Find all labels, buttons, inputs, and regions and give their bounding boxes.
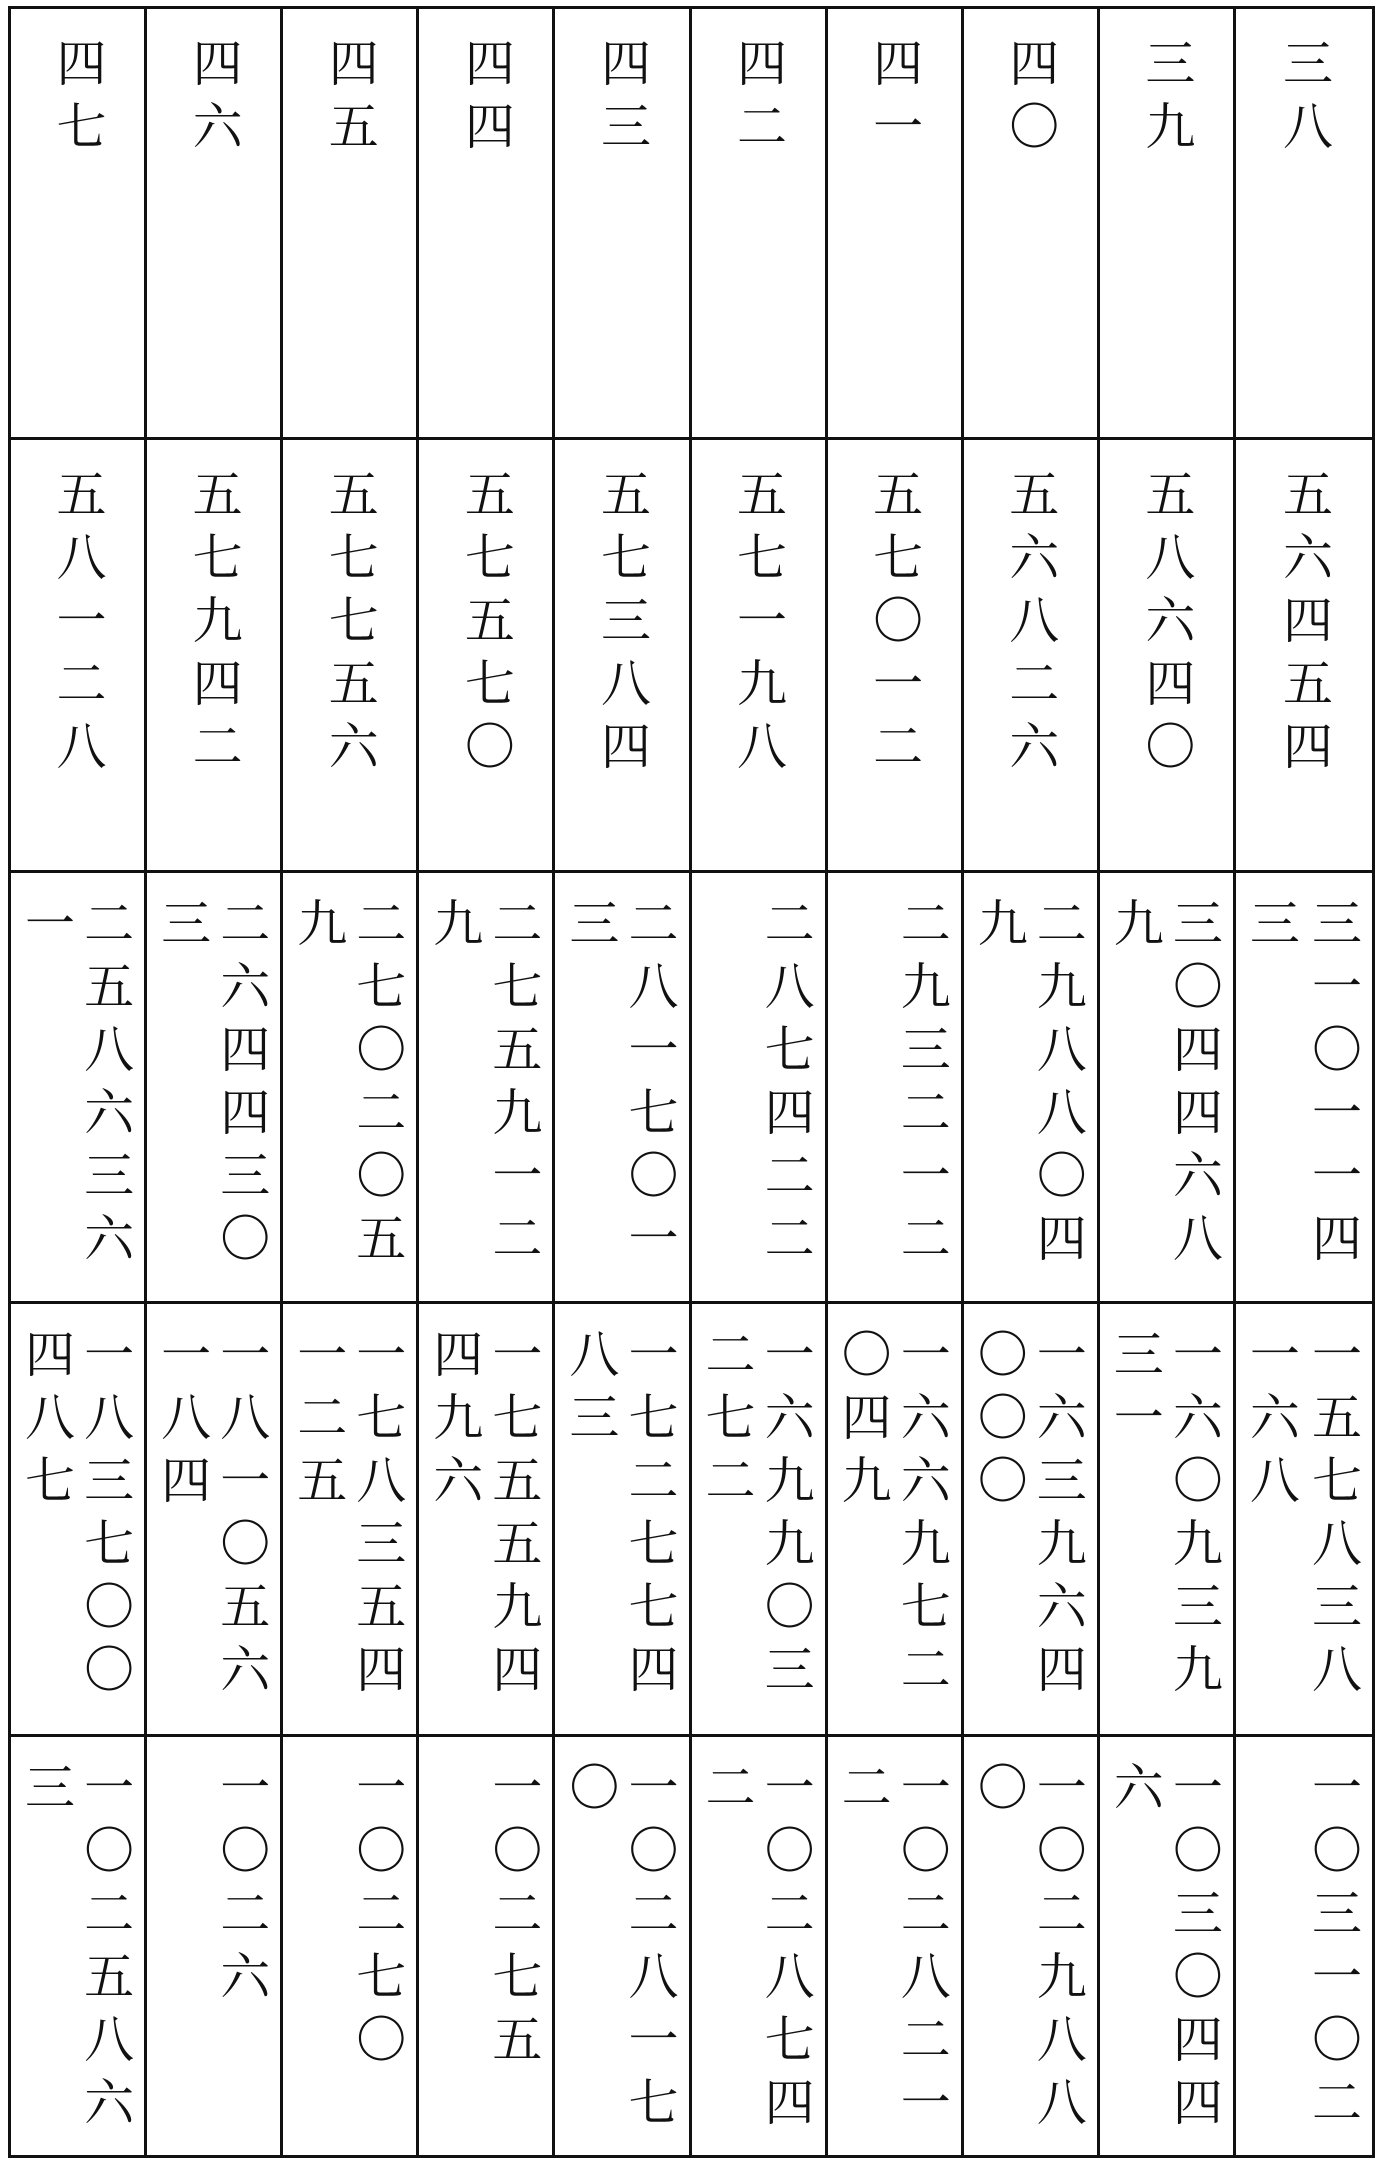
cell-value: 五七五七〇 [456, 468, 515, 783]
cell-value: 五六四五四 [1274, 468, 1333, 783]
table-cell [147, 873, 283, 1304]
cell-annotation: 一六八 [1241, 1328, 1300, 1517]
cell-value: 一〇二八七四 [756, 1761, 815, 2139]
cell-annotation: 〇 [561, 1761, 620, 1824]
cell-value: 五八一二八 [48, 468, 107, 783]
table-cell [692, 873, 828, 1304]
cell-value: 一六〇九三九 [1164, 1328, 1223, 1706]
cell-value: 一〇二七〇 [348, 1761, 407, 2076]
table-cell [11, 1304, 147, 1737]
cell-value: 四四 [456, 37, 515, 163]
table-cell [964, 9, 1100, 440]
table-cell [1236, 1304, 1372, 1737]
cell-value: 一八三七〇〇 [76, 1328, 135, 1706]
table-cell [964, 1304, 1100, 1737]
cell-value: 二九三二一二 [892, 897, 951, 1275]
cell-value: 四一 [865, 37, 924, 163]
table-cell [147, 1304, 283, 1737]
cell-value: 五七九四二 [184, 468, 243, 783]
cell-value: 五七三八四 [592, 468, 651, 783]
cell-value: 一五七八三八 [1304, 1328, 1362, 1706]
table-cell [1100, 1304, 1236, 1737]
cell-value: 四六 [184, 37, 243, 163]
table-cell [147, 9, 283, 440]
cell-value: 一〇二七五 [484, 1761, 543, 2076]
cell-annotation: 四八七 [17, 1328, 75, 1517]
cell-annotation: 八三 [561, 1328, 620, 1454]
cell-value: 一〇二九八八 [1028, 1761, 1087, 2139]
cell-value: 四七 [48, 37, 107, 163]
cell-annotation: 一八四 [153, 1328, 212, 1517]
table-cell [1236, 440, 1372, 873]
cell-value: 四五 [320, 37, 379, 163]
cell-value: 二八一七〇一 [620, 897, 679, 1275]
cell-value: 四二 [729, 37, 788, 163]
table-cell [692, 1737, 828, 2155]
cell-value: 五八六四〇 [1137, 468, 1196, 783]
cell-annotation: 三一 [1105, 1328, 1164, 1454]
cell-value: 五七一九八 [729, 468, 788, 783]
table-cell [147, 440, 283, 873]
table-cell [828, 1304, 964, 1737]
cell-value: 三八 [1274, 37, 1333, 163]
cell-annotation: 三 [561, 897, 620, 960]
cell-value: 一〇三〇四四 [1164, 1761, 1223, 2139]
cell-value: 一七八三五四 [348, 1328, 407, 1706]
cell-value: 四三 [592, 37, 651, 163]
cell-value: 二九八八〇四 [1028, 897, 1087, 1275]
cell-value: 一〇二八二一 [892, 1761, 951, 2139]
table-cell [11, 9, 147, 440]
cell-annotation: 一二五 [289, 1328, 348, 1517]
cell-value: 三九 [1137, 37, 1196, 163]
cell-value: 二五八六三六 [76, 897, 135, 1275]
table-cell [11, 1737, 147, 2155]
table-cell [555, 1737, 691, 2155]
cell-value: 一〇二五八六 [76, 1761, 135, 2139]
table-cell [555, 440, 691, 873]
cell-value: 二六四四三〇 [212, 897, 271, 1275]
table-cell [1236, 1737, 1372, 2155]
cell-value: 一六六九七二 [892, 1328, 951, 1706]
cell-value: 三一〇一一四 [1304, 897, 1362, 1275]
table-cell [555, 1304, 691, 1737]
table-cell [555, 873, 691, 1304]
cell-annotation: 一 [17, 897, 75, 960]
table-cell [1236, 873, 1372, 1304]
table-cell [964, 1737, 1100, 2155]
table-cell [1100, 9, 1236, 440]
cell-value: 一〇二六 [212, 1761, 271, 2013]
cell-value: 三〇四四六八 [1164, 897, 1223, 1275]
cell-value: 二八七四二二 [756, 897, 815, 1275]
table-cell [828, 9, 964, 440]
cell-annotation: 〇〇〇 [969, 1328, 1028, 1517]
table-cell [147, 1737, 283, 2155]
cell-annotation: 九 [425, 897, 484, 960]
table-cell [1100, 1737, 1236, 2155]
cell-annotation: 三 [17, 1761, 75, 1824]
table-cell [283, 1737, 419, 2155]
cell-value: 五七七五六 [320, 468, 379, 783]
cell-annotation: 三 [153, 897, 212, 960]
cell-annotation: 三 [1241, 897, 1300, 960]
cell-annotation: 〇 [969, 1761, 1028, 1824]
cell-annotation: 四九六 [425, 1328, 484, 1517]
cell-value: 一八一〇五六 [212, 1328, 271, 1706]
cell-value: 一〇三一〇二 [1304, 1761, 1362, 2139]
table-cell [964, 873, 1100, 1304]
cell-value: 二七五九一二 [484, 897, 543, 1275]
table-cell [419, 1304, 555, 1737]
table-cell [11, 440, 147, 873]
numeral-table [8, 6, 1375, 2158]
cell-value: 一〇二八一七 [620, 1761, 679, 2139]
cell-annotation: 二 [697, 1761, 756, 1824]
table-cell [283, 1304, 419, 1737]
cell-annotation: 九 [289, 897, 348, 960]
cell-value: 一六三九六四 [1028, 1328, 1087, 1706]
table-cell [555, 9, 691, 440]
table-cell [828, 440, 964, 873]
cell-annotation: 九 [1105, 897, 1164, 960]
table-cell [692, 9, 828, 440]
table-cell [11, 873, 147, 1304]
cell-value: 二七〇二〇五 [348, 897, 407, 1275]
table-cell [1100, 873, 1236, 1304]
cell-annotation: 九 [969, 897, 1028, 960]
cell-value: 一六九九〇三 [756, 1328, 815, 1706]
cell-value: 一七二七七四 [620, 1328, 679, 1706]
table-cell [419, 9, 555, 440]
cell-value: 五六八二六 [1001, 468, 1060, 783]
cell-value: 五七〇一二 [865, 468, 924, 783]
table-cell [692, 440, 828, 873]
cell-annotation: 二七二 [697, 1328, 756, 1517]
cell-value: 一七五五九四 [484, 1328, 543, 1706]
table-cell [283, 440, 419, 873]
table-cell [964, 440, 1100, 873]
cell-annotation: 〇四九 [833, 1328, 892, 1517]
table-cell [828, 1737, 964, 2155]
table-cell [419, 1737, 555, 2155]
table-cell [1236, 9, 1372, 440]
table-cell [283, 9, 419, 440]
table-cell [419, 873, 555, 1304]
table-cell [419, 440, 555, 873]
table-cell [283, 873, 419, 1304]
table-cell [828, 873, 964, 1304]
cell-value: 四〇 [1001, 37, 1060, 163]
table-cell [1100, 440, 1236, 873]
cell-annotation: 二 [833, 1761, 892, 1824]
cell-annotation: 六 [1105, 1761, 1164, 1824]
table-cell [692, 1304, 828, 1737]
